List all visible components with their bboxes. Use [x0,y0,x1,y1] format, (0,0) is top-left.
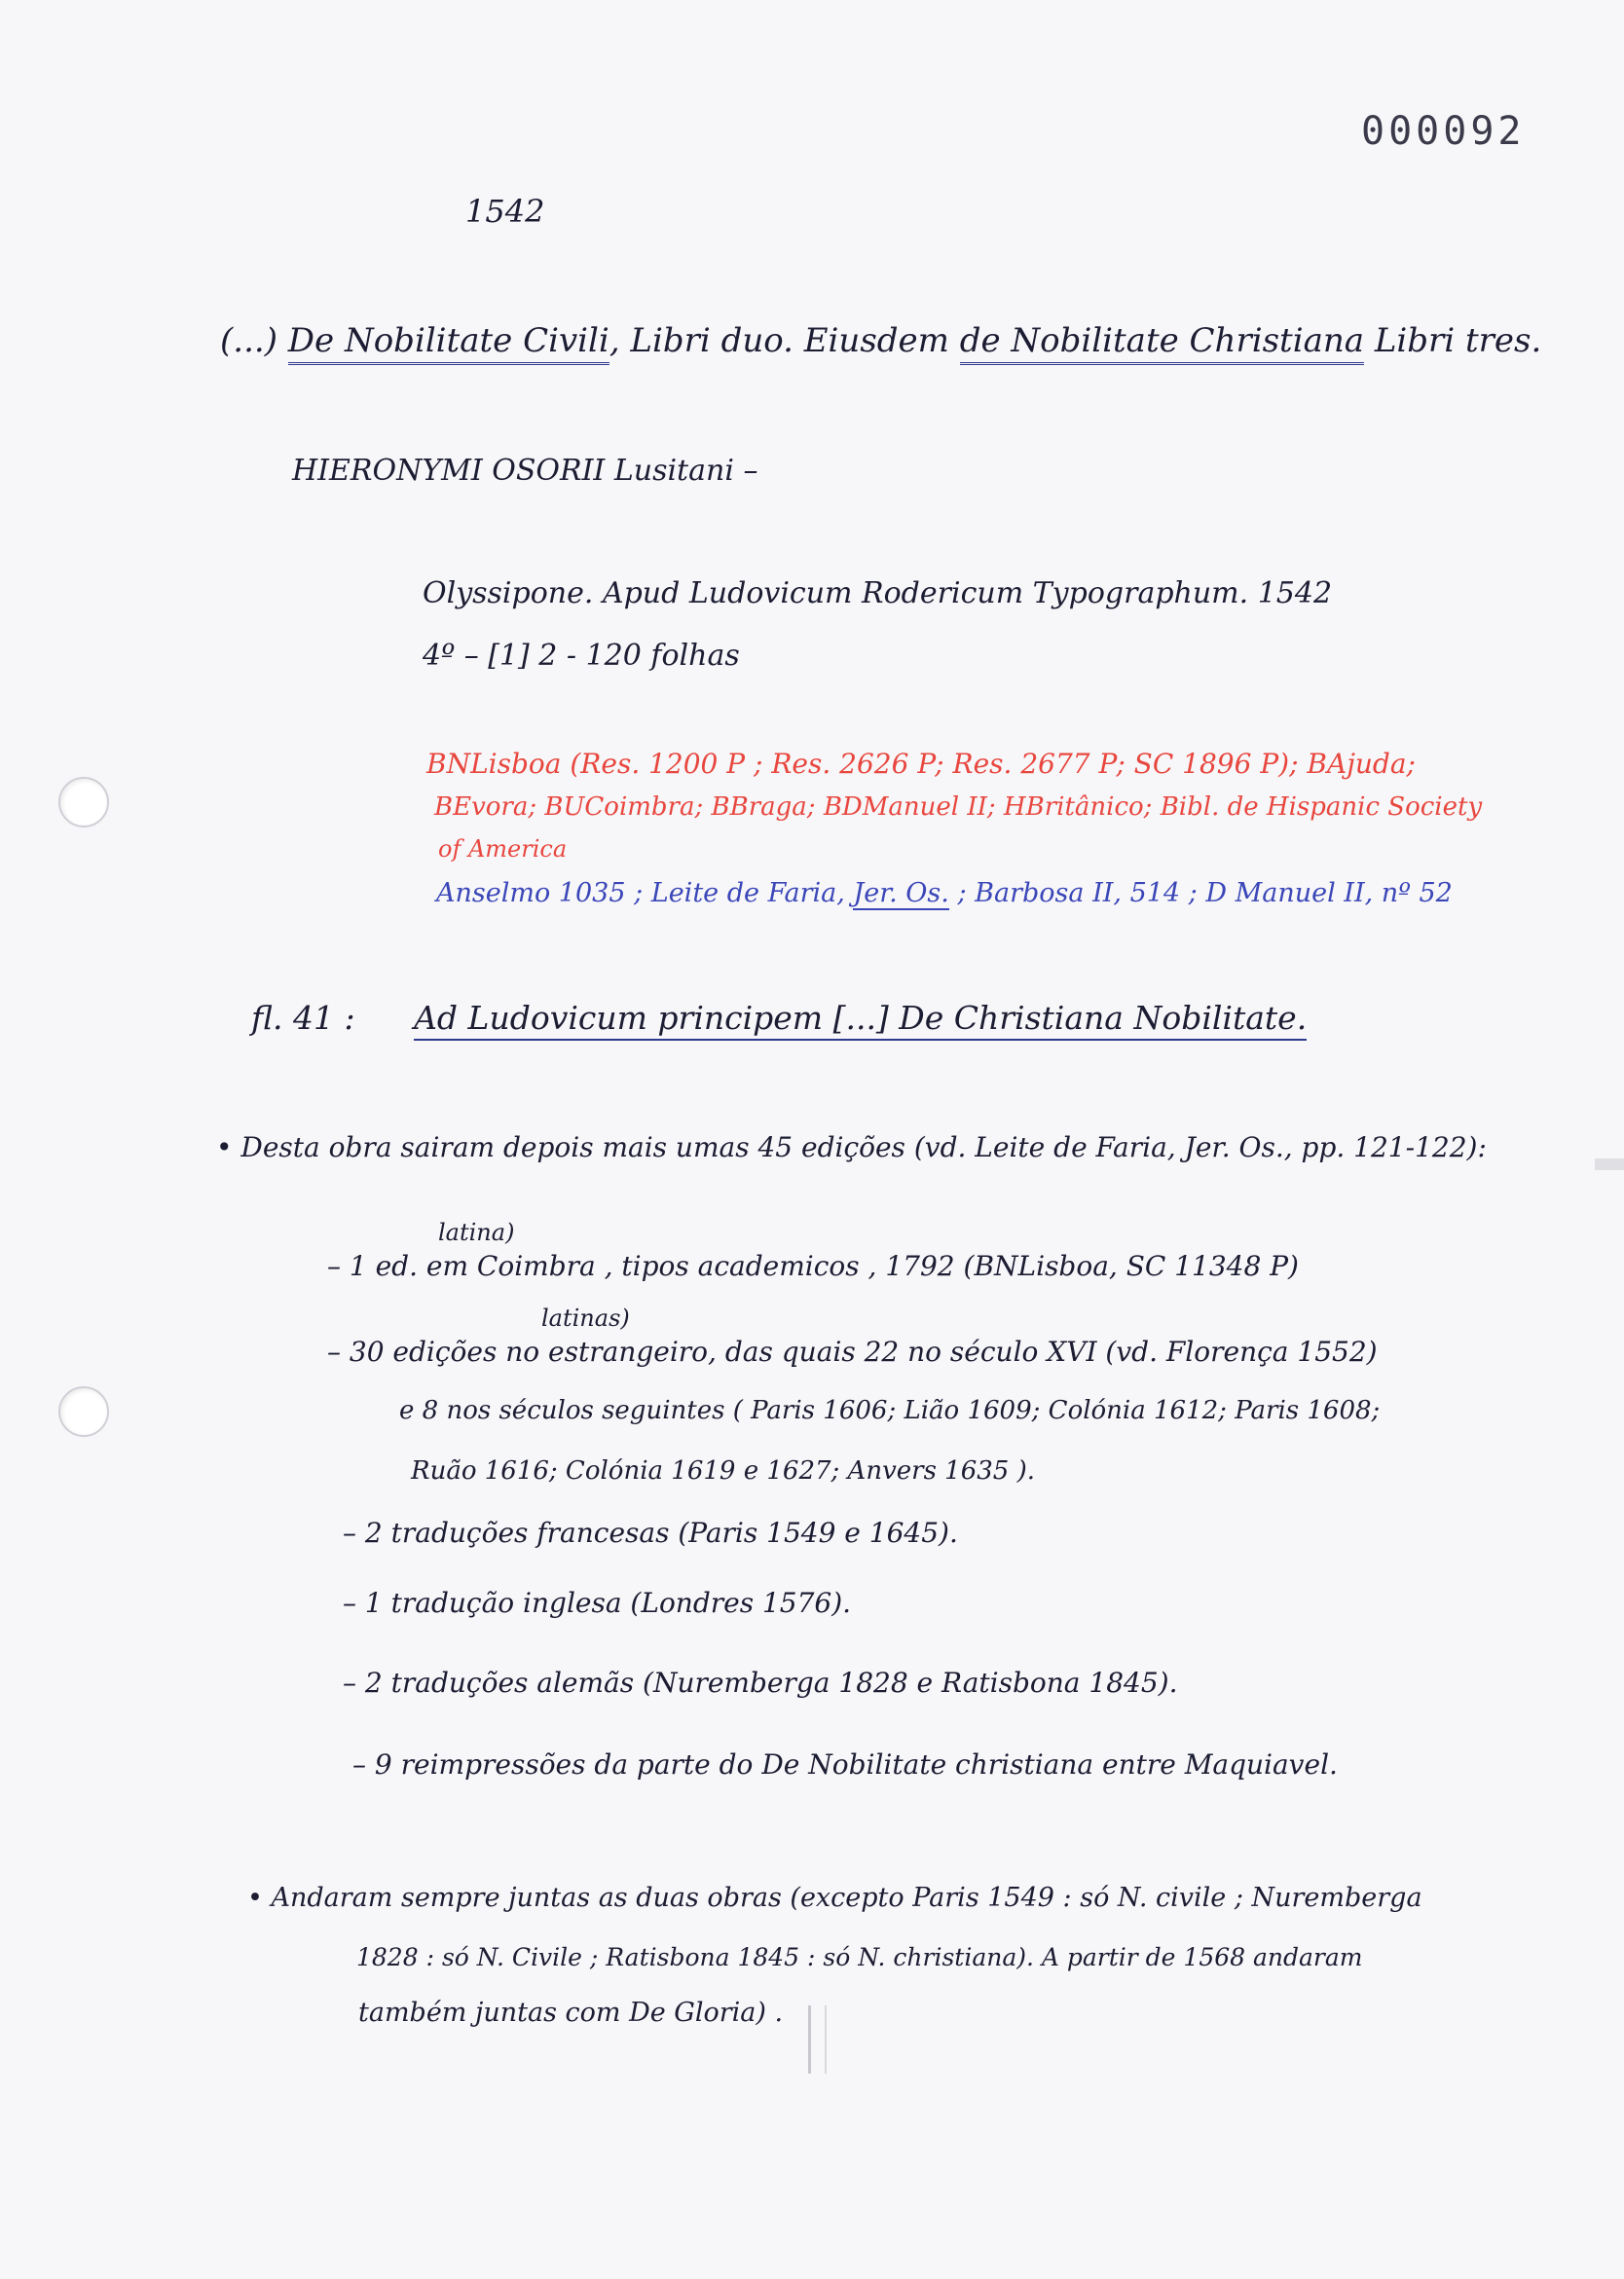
title-prefix: (...) [220,321,277,360]
smudge-mark [808,2005,827,2074]
sup-latina: latina) [438,1219,515,1246]
title-part-christiana: de Nobilitate Christiana [960,321,1364,365]
ref-anselmo-leite: Anselmo 1035 ; Leite de Faria, [436,878,845,908]
item-alemas: – 2 traduções alemãs (Nuremberga 1828 e Ratisbona 1845). [343,1667,1178,1699]
punch-hole-lower [58,1386,109,1437]
ref-barbosa-manuel: ; Barbosa II, 514 ; D Manuel II, nº 52 [957,878,1453,908]
item-reimpressoes: – 9 reimpressões da parte do De Nobilitate christiana entre Maquiavel. [352,1748,1338,1781]
fl41-line [251,999,1307,1037]
item-estrangeiro-cont-2: Ruão 1616; Colónia 1619 e 1627; Anvers 1635 ). [411,1456,1036,1486]
work-title [220,321,1541,360]
imprint-line: Olyssipone. Apud Ludovicum Rodericum Typographum. 1542 [423,576,1333,610]
fl41-title: Ad Ludovicum principem [...] De Christiana Nobilitate. [414,999,1307,1041]
format-line: 4º – [1] 2 - 120 folhas [423,639,740,673]
item-estrangeiro: – 30 edições no estrangeiro, das quais 22 no século XVI (vd. Florença 1552) [327,1336,1378,1368]
punch-hole-upper [58,777,109,827]
title-part-libri-tres: Libri tres. [1374,321,1542,360]
title-part-civili: De Nobilitate Civili [288,321,609,365]
title-part-libri-duo: , Libri duo. Eiusdem [609,321,949,360]
editions-bullet: • Desta obra sairam depois mais umas 45 edições (vd. Leite de Faria, Jer. Os., pp. 121-122): [216,1131,1487,1163]
libraries-line-3: of America [438,835,568,863]
item-francesas: – 2 traduções francesas (Paris 1549 e 1645). [343,1517,958,1549]
ref-jer-os: Jer. Os. [853,878,949,908]
references-line [436,878,1453,908]
note-line-2: 1828 : só N. Civile ; Ratisbona 1845 : só N. christiana). A partir de 1568 andaram [356,1943,1363,1971]
year-heading: 1542 [465,193,545,230]
note-line-3: também juntas com De Gloria) . [358,1998,784,2028]
fl41-label: fl. 41 : [251,999,355,1037]
item-coimbra: – 1 ed. em Coimbra , tipos academicos , 1792 (BNLisboa, SC 11348 P) [327,1250,1299,1282]
note-line-1: • Andaram sempre juntas as duas obras (excepto Paris 1549 : só N. civile ; Nuremberga [247,1883,1422,1913]
libraries-line-2: BEvora; BUCoimbra; BBraga; BDManuel II; HBritânico; Bibl. de Hispanic Society [434,792,1483,822]
item-estrangeiro-cont-1: e 8 nos séculos seguintes ( Paris 1606; Lião 1609; Colónia 1612; Paris 1608; [399,1396,1381,1425]
stamp-number: 000092 [1361,109,1526,154]
edge-tear [1595,1158,1624,1170]
sup-latinas: latinas) [541,1305,630,1332]
author-line: HIERONYMI OSORII Lusitani – [292,454,758,488]
item-inglesa: – 1 tradução inglesa (Londres 1576). [343,1587,852,1619]
libraries-line-1: BNLisboa (Res. 1200 P ; Res. 2626 P; Res. 2677 P; SC 1896 P); BAjuda; [426,748,1416,780]
